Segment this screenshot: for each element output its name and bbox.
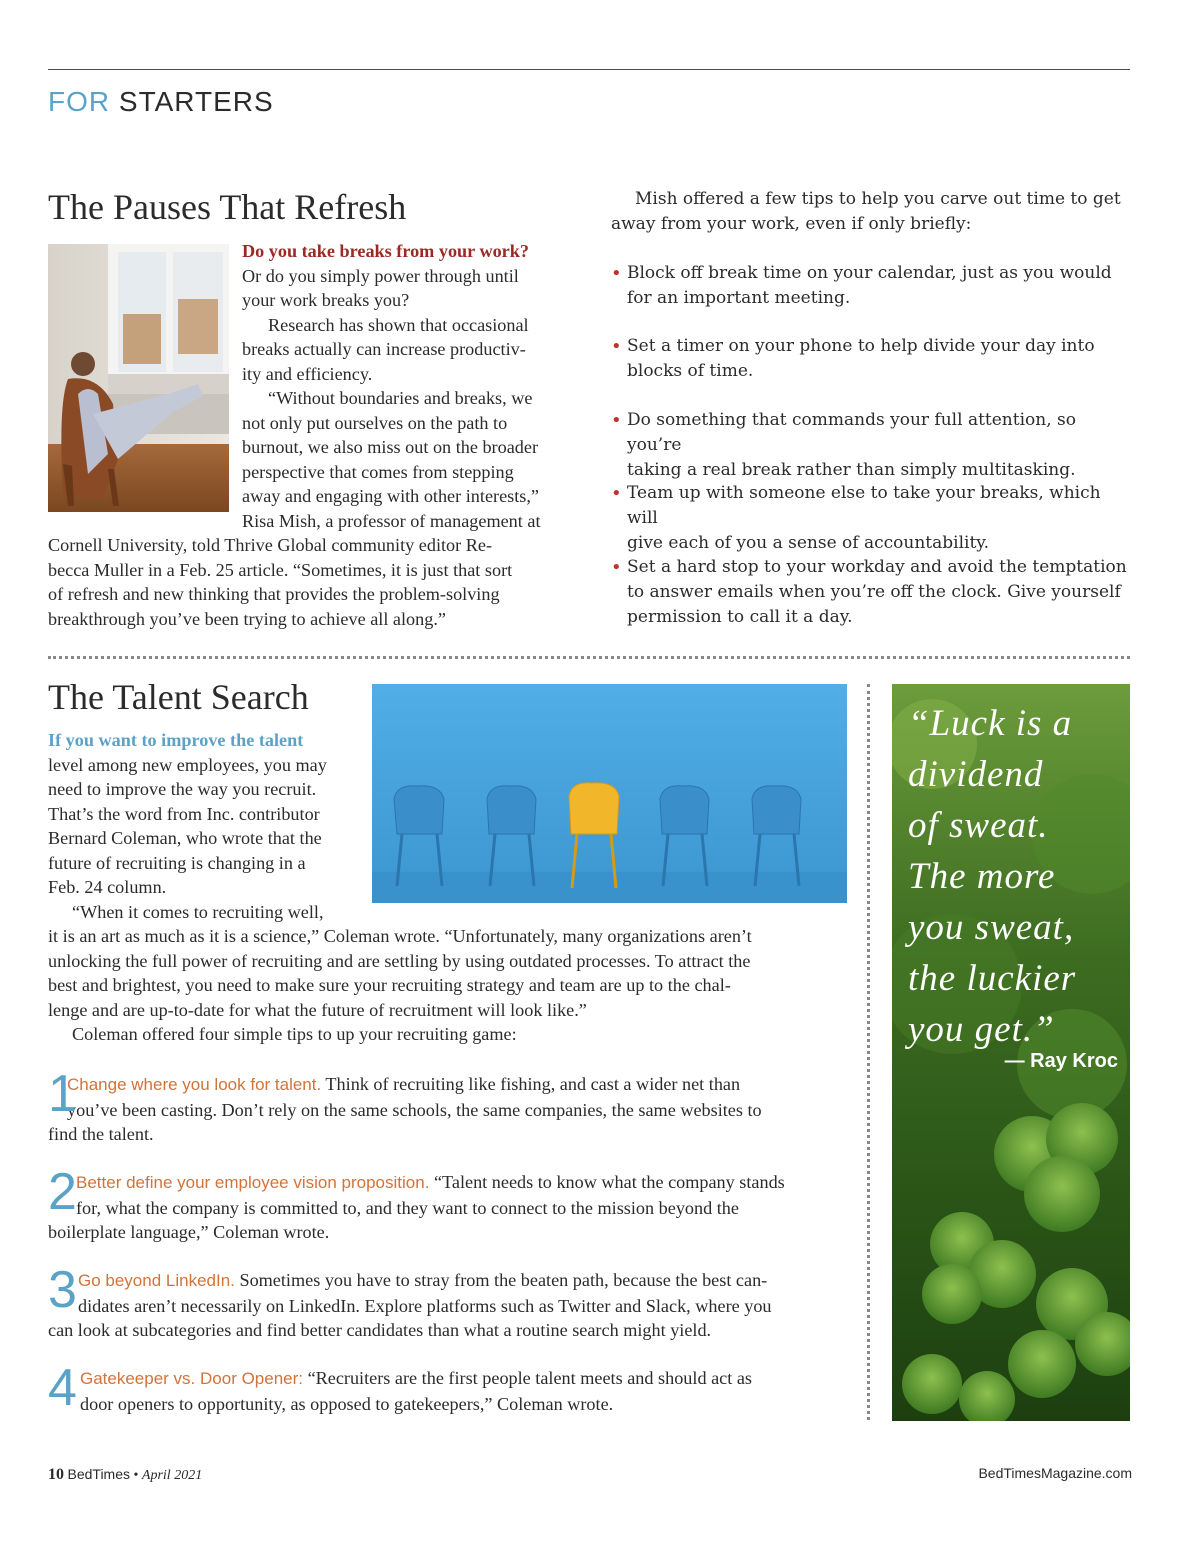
article2-line: lenge and are up-to-date for what the future of recruitment will look like.”	[48, 999, 587, 1020]
article2-line: Feb. 24 column.	[48, 877, 167, 897]
article2-title: The Talent Search	[48, 677, 309, 717]
tip-line: for an important meeting.	[627, 288, 851, 308]
article2-continued	[48, 924, 858, 1047]
article1-line: Cornell University, told Thrive Global community editor Re-	[48, 535, 493, 555]
tip-number: 1	[48, 1065, 77, 1123]
article2-line: Bernard Coleman, who wrote that the	[48, 828, 322, 848]
tip-item	[611, 261, 1131, 311]
issue-date: April 2021	[141, 1468, 203, 1483]
column-divider	[867, 684, 870, 1420]
website-link[interactable]: BedTimesMagazine.com	[978, 1465, 1132, 1481]
tip-line: for, what the company is committed to, and they want to connect to the mission beyond the	[76, 1197, 739, 1218]
article1-line: burnout, we also miss out on the broader	[242, 437, 538, 457]
article1-line: away and engaging with other interests,”	[242, 486, 539, 506]
article1-line: your work breaks you?	[242, 290, 410, 310]
woman-relaxing-photo	[48, 244, 229, 512]
article1-line: Or do you simply power through until	[242, 265, 519, 286]
chairs-photo	[372, 684, 847, 903]
tips-intro	[611, 187, 1131, 237]
tip-line: Sometimes you have to stray from the beaten path, because the best can-	[234, 1270, 768, 1290]
quote-line: you get.”	[908, 1009, 1055, 1050]
quote-panel	[892, 684, 1130, 1421]
top-rule	[48, 69, 1130, 70]
tip-item	[611, 408, 1131, 483]
recruiting-tip	[48, 1261, 848, 1343]
tip-heading: Gatekeeper vs. Door Opener:	[80, 1369, 304, 1388]
tip-line: door openers to opportunity, as opposed to gatekeepers,” Coleman wrote.	[80, 1393, 614, 1414]
article2-line: it is an art as much as it is a science,” Coleman wrote. “Unfortunately, many organizations aren’t	[48, 926, 752, 946]
tip-line: “Talent needs to know what the company stands	[429, 1172, 785, 1192]
bullet-dot-icon: •	[611, 336, 622, 357]
article1-line: Risa Mish, a professor of management at	[242, 510, 541, 531]
tip-line: you’ve been casting. Don’t rely on the same schools, the same companies, the same websites to	[67, 1099, 762, 1120]
quote-line: dividend	[908, 754, 1044, 795]
article2-line: That’s the word from Inc. contributor	[48, 803, 320, 824]
article1-line: breaks actually can increase productiv-	[242, 339, 526, 359]
article1-line: ity and efficiency.	[242, 363, 373, 384]
article1-line: breakthrough you’ve been trying to achieve all along.”	[48, 608, 446, 629]
bullet-dot-icon: •	[611, 557, 622, 578]
tips-intro-line: away from your work, even if only briefly:	[611, 214, 972, 234]
article2-line: future of recruiting is changing in a	[48, 852, 306, 873]
bullet-dot-icon: •	[611, 263, 622, 284]
recruiting-tip	[48, 1065, 848, 1147]
tip-item	[611, 555, 1131, 630]
article1-lead: Do you take breaks from your work?	[242, 241, 529, 261]
magazine-name: BedTimes	[67, 1466, 131, 1482]
tip-number: 2	[48, 1163, 77, 1221]
tip-line: Think of recruiting like fishing, and cast a wider net than	[321, 1074, 741, 1094]
tip-line: to answer emails when you’re off the clock. Give yourself	[627, 582, 1121, 602]
article2-line: need to improve the way you recruit.	[48, 779, 317, 799]
tips-intro-line: Mish offered a few tips to help you carve out time to get	[635, 189, 1121, 209]
recruiting-tip	[48, 1359, 848, 1417]
section-label-for: FOR	[48, 86, 111, 117]
tip-line: boilerplate language,” Coleman wrote.	[48, 1222, 330, 1242]
article1-continued	[48, 533, 588, 631]
tip-line: permission to call it a day.	[627, 607, 853, 627]
tip-line: “Recruiters are the first people talent meets and should act as	[303, 1368, 752, 1388]
section-label	[48, 86, 274, 118]
tip-item	[611, 481, 1131, 556]
quote-line: the luckier	[908, 958, 1077, 999]
tip-line: didates aren’t necessarily on LinkedIn. Explore platforms such as Twitter and Slack, where you	[78, 1295, 772, 1316]
tip-line: taking a real break rather than simply multitasking.	[627, 460, 1076, 480]
article2-line: Coleman offered four simple tips to up your recruiting game:	[72, 1024, 517, 1044]
article1-line: “Without boundaries and breaks, we	[268, 388, 533, 408]
recruiting-tip	[48, 1163, 848, 1245]
section-label-starters: STARTERS	[118, 86, 274, 117]
article2-line: “When it comes to recruiting well,	[72, 901, 324, 922]
quote-text	[908, 698, 1123, 1055]
article1-line: Research has shown that occasional	[268, 314, 529, 335]
article1-line: perspective that comes from stepping	[242, 461, 514, 482]
article1-title: The Pauses That Refresh	[48, 187, 407, 227]
article1-line: of refresh and new thinking that provides the problem-solving	[48, 584, 500, 604]
quote-line: “Luck is a	[908, 703, 1073, 744]
page-number: 10	[48, 1466, 64, 1483]
footer-separator: •	[133, 1468, 139, 1483]
bullet-dot-icon: •	[611, 410, 622, 431]
tip-number: 4	[48, 1359, 77, 1417]
footer-left	[48, 1466, 202, 1484]
quote-line: of sweat.	[908, 805, 1049, 846]
tip-line: Block off break time on your calendar, just as you would	[627, 263, 1112, 283]
tip-line: Set a hard stop to your workday and avoid the temptation	[627, 557, 1127, 577]
article2-line: level among new employees, you may	[48, 754, 327, 775]
article2-line: best and brightest, you need to make sure your recruiting strategy and team are up to the chal-	[48, 975, 731, 995]
article1-intro	[242, 239, 582, 533]
quote-line: The more	[908, 856, 1056, 897]
tip-line: Team up with someone else to take your breaks, which will	[627, 483, 1101, 528]
tip-line: Do something that commands your full attention, so you’re	[627, 410, 1076, 455]
tip-heading: Better define your employee vision proposition.	[76, 1173, 430, 1192]
tip-line: can look at subcategories and find better candidates than what a routine search might yield.	[48, 1320, 712, 1340]
tip-line: blocks of time.	[627, 361, 754, 381]
article1-line: not only put ourselves on the path to	[242, 412, 508, 433]
article2-lead: If you want to improve the talent	[48, 730, 304, 750]
tip-line: find the talent.	[48, 1124, 154, 1144]
tip-line: give each of you a sense of accountability.	[627, 533, 990, 553]
tip-number: 3	[48, 1261, 77, 1319]
tip-heading: Go beyond LinkedIn.	[78, 1271, 235, 1290]
quote-attribution: — Ray Kroc	[1004, 1050, 1118, 1072]
article2-intro	[48, 728, 368, 924]
section-divider	[48, 656, 1130, 659]
article1-line: becca Muller in a Feb. 25 article. “Sometimes, it is just that sort	[48, 559, 513, 580]
tip-heading: Change where you look for talent.	[67, 1075, 322, 1094]
quote-line: you sweat,	[908, 907, 1075, 948]
tip-item	[611, 334, 1131, 384]
article2-line: unlocking the full power of recruiting and are settling by using outdated processes. To attract the	[48, 950, 751, 971]
bullet-dot-icon: •	[611, 483, 622, 504]
tip-line: Set a timer on your phone to help divide your day into	[627, 336, 1095, 356]
